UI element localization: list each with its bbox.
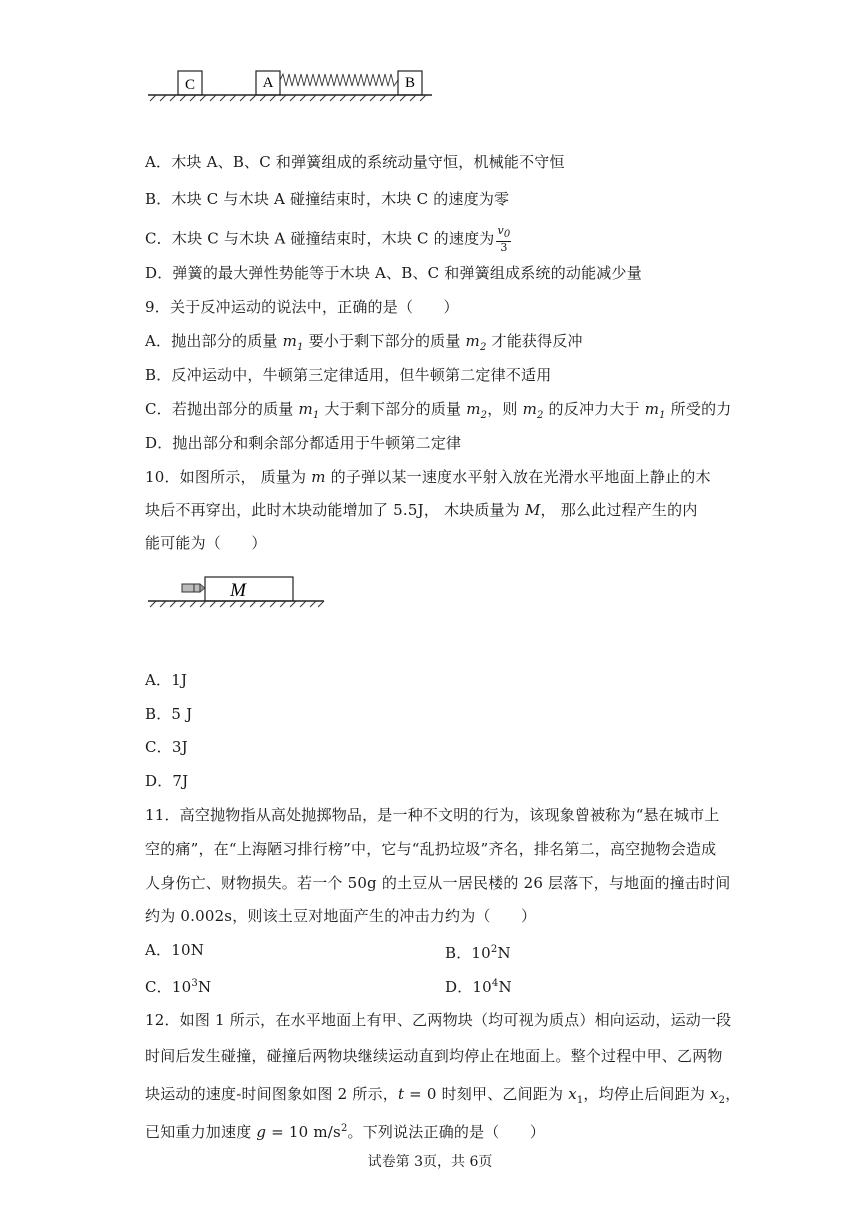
q9-option-a: A．抛出部分的质量 $m_1$ 要小于剩下部分的质量 $m_2$ 才能获得反冲 [145, 332, 583, 353]
q8-option-c-text: C．木块 C 与木块 A 碰撞结束时，木块 C 的速度为 [145, 229, 495, 248]
q11-option-d: D．$10^4N$ [445, 978, 512, 996]
q8-option-a: A．木块 A、B、C 和弹簧组成的系统动量守恒，机械能不守恒 [145, 153, 565, 171]
q9-stem: 9．关于反冲运动的说法中，正确的是（ ） [145, 298, 459, 316]
q11-stem-line2: 空的痛”，在“上海陋习排行榜”中，它与“乱扔垃圾”齐名，排名第二，高空抛物会造成 [145, 840, 717, 858]
ground-hatching-2 [150, 601, 324, 607]
page-footer: 试卷第 3页，共 6页 [367, 1154, 493, 1170]
bullet [182, 584, 200, 592]
q10-stem-line1: 10．如图所示， 质量为 m 的子弹以某一速度水平射入放在光滑水平地面上静止的木 [145, 468, 711, 486]
q10-option-a: A．1J [145, 671, 188, 689]
q9-option-d: D．抛出部分和剩余部分都适用于牛顿第二定律 [145, 434, 462, 452]
q12-stem-line4: 已知重力加速度 g = 10 $m/s^2$。下列说法正确的是（ ） [145, 1123, 546, 1141]
q10-option-c: C．3J [145, 738, 188, 756]
q11-option-b: B．$10^2N$ [445, 944, 511, 962]
q11-stem-line1: 11．高空抛物指从高处抛掷物品，是一种不文明的行为，该现象曾被称为“悬在城市上 [145, 806, 720, 824]
block-m [205, 577, 293, 601]
q10-option-d: D．7J [145, 772, 189, 790]
block-c-label: C [184, 77, 196, 93]
figure-blocks-spring [148, 68, 438, 108]
block-b-label: B [404, 75, 416, 91]
block-a-label: A [262, 75, 274, 91]
q9-option-c: C．若抛出部分的质量 $m_1$ 大于剩下部分的质量 $m_2$，则 $m_2$ 的反冲力大于 $m_1$ 所受的力 [145, 400, 732, 421]
q12-stem-line1: 12．如图 1 所示，在水平地面上有甲、乙两物块（均可视为质点）相向运动，运动一段 [145, 1011, 732, 1029]
q10-stem-line2: 块后不再穿出，此时木块动能增加了 5.5J， 木块质量为 M， 那么此过程产生的内 [145, 501, 698, 519]
q11-stem-line4: 约为 0.002s，则该土豆对地面产生的冲击力约为（ ） [145, 907, 537, 925]
fraction-v0-over-3: $\frac{v_0}{3}$ [497, 224, 511, 255]
q10-option-b: B．5 J [145, 705, 193, 723]
q8-option-c [145, 225, 511, 254]
figure-bullet-block [148, 575, 333, 610]
q8-option-d: D．弹簧的最大弹性势能等于木块 A、B、C 和弹簧组成系统的动能减少量 [145, 264, 642, 282]
q11-option-a: A．10N [145, 941, 205, 959]
q8-option-b: B．木块 C 与木块 A 碰撞结束时，木块 C 的速度为零 [145, 190, 510, 208]
q11-stem-line3: 人身伤亡、财物损失。若一个 50g 的土豆从一居民楼的 26 层落下，与地面的撞击时间 [145, 874, 731, 892]
q9-option-b: B．反冲运动中，牛顿第三定律适用，但牛顿第二定律不适用 [145, 366, 552, 384]
q10-stem-line3: 能可能为（ ） [145, 534, 267, 552]
spring [280, 74, 398, 86]
bullet-tip [200, 584, 205, 592]
q12-stem-line2: 时间后发生碰撞，碰撞后两物块继续运动直到均停止在地面上。整个过程中甲、乙两物 [145, 1047, 723, 1065]
ground-hatching [150, 95, 426, 101]
block-m-label: M [230, 580, 246, 601]
q11-option-c: C．$10^3N$ [145, 978, 212, 996]
q12-stem-line3: 块运动的速度-时间图象如图 2 所示，t = 0 时刻甲、乙间距为 $x_1$，均停止后间距为 $x_2$， [145, 1085, 741, 1106]
